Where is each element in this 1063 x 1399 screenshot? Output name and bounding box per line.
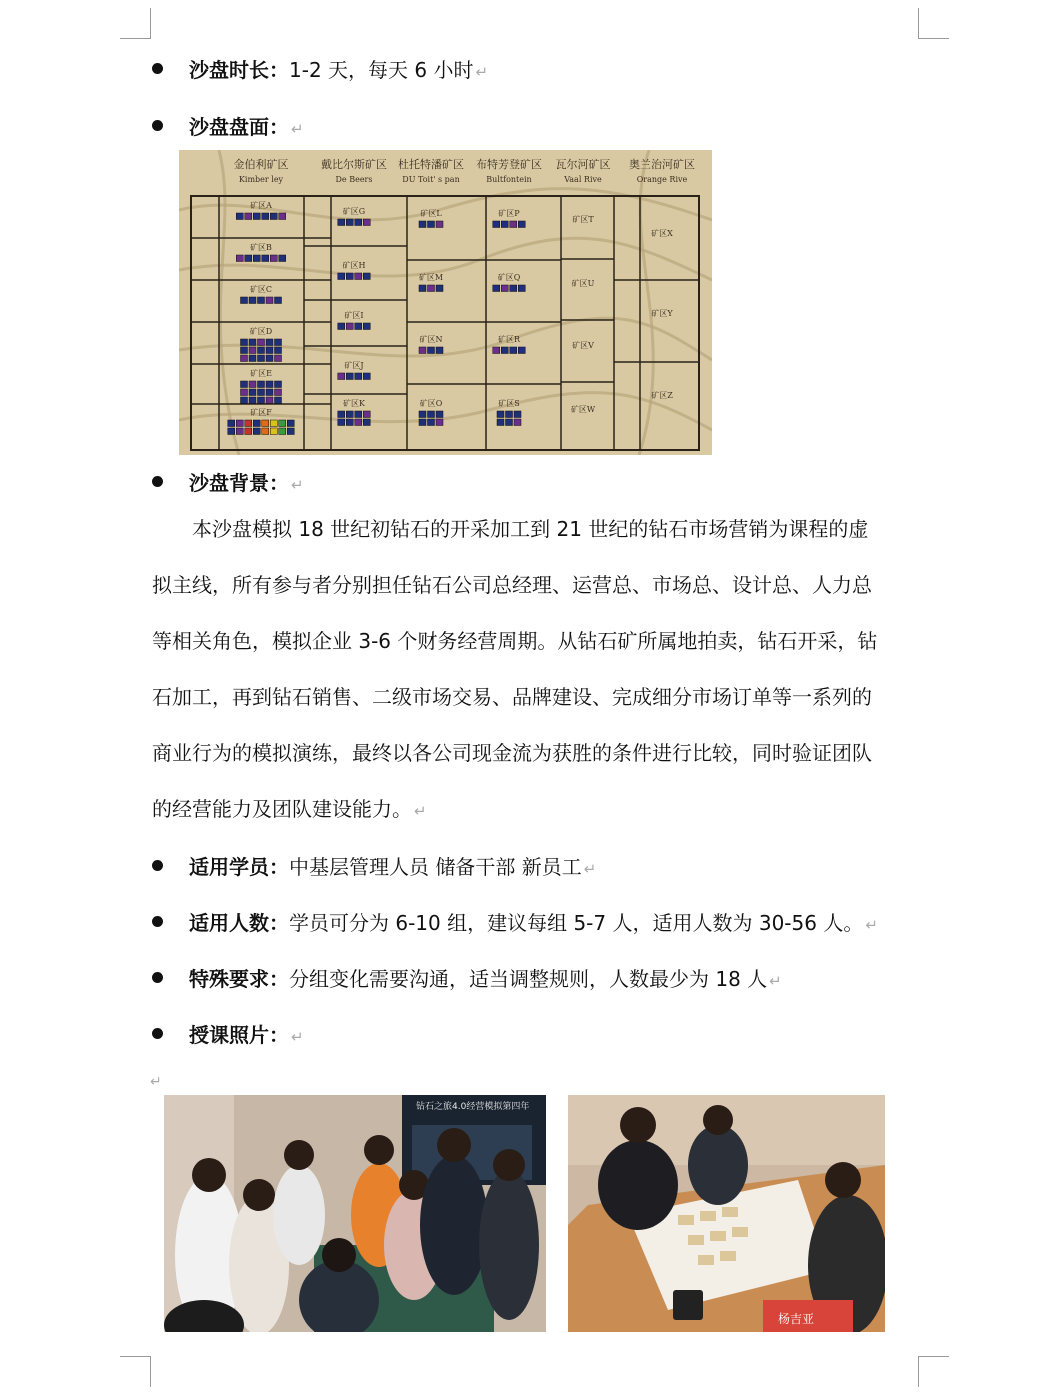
board-region-name: 金伯利矿区 [233, 158, 289, 171]
paragraph-mark: ↵ [475, 63, 489, 81]
board-mine-block [419, 411, 426, 418]
board-mine-block [428, 419, 435, 426]
board-region-name: 奥兰治河矿区 [629, 158, 695, 171]
board-mine-block [510, 285, 517, 292]
paragraph-line: 拟主线，所有参与者分别担任钻石公司总经理、运营总、市场总、设计总、人力总 [152, 573, 872, 597]
board-mine-block [346, 273, 353, 280]
paragraph-mark: ↵ [291, 1028, 304, 1046]
paragraph-line: 商业行为的模拟演练，最终以各公司现金流为获胜的条件进行比较，同时验证团队 [152, 741, 872, 765]
board-mine-block [270, 213, 277, 220]
bullet-dot [152, 120, 163, 131]
board-mine-block [346, 373, 353, 380]
bullet-label: 沙盘背景： [189, 471, 289, 495]
training-photo-group [164, 1095, 546, 1332]
board-mine-block [514, 411, 521, 418]
board-mine-block [493, 285, 500, 292]
board-region-english-name: Kimber ley [238, 175, 284, 184]
board-mine-block [346, 419, 353, 426]
board-mine-block [355, 411, 362, 418]
board-mine-block [518, 221, 525, 228]
bullet-dot [152, 972, 163, 983]
training-photo-group-drawing [164, 1095, 546, 1332]
board-mine-label: 矿区F [250, 408, 272, 417]
page-corner-mark-top-right [918, 8, 949, 39]
bullet-text: 1-2 天，每天 6 小时 [289, 58, 474, 82]
bullet-dot [152, 1028, 163, 1039]
page-corner-mark-bottom-right [918, 1356, 949, 1387]
bullet-photos [152, 1021, 304, 1051]
board-mine-block [436, 411, 443, 418]
board-mine-block [436, 221, 443, 228]
board-mine-label: 矿区Z [651, 391, 673, 400]
board-mine-label: 矿区O [419, 399, 443, 408]
board-mine-block [245, 213, 252, 220]
board-mine-label: 矿区H [342, 261, 366, 270]
board-mine-label: 矿区P [498, 209, 520, 218]
board-mine-block [249, 381, 256, 388]
board-mine-block [241, 381, 248, 388]
paragraph-line: 等相关角色，模拟企业 3-6 个财务经营周期。从钻石矿所属地拍卖，钻石开采，钻 [152, 629, 878, 653]
board-mine-label: 矿区W [570, 405, 596, 414]
board-mine-block [228, 420, 235, 427]
board-region-name: 戴比尔斯矿区 [321, 158, 387, 171]
board-mine-block [279, 213, 286, 220]
board-mine-label: 矿区X [651, 229, 673, 238]
bullet-label: 授课照片： [189, 1023, 289, 1047]
bullet-label: 沙盘盘面： [189, 115, 289, 139]
paragraph-line-text: 的经营能力及团队建设能力。 [152, 797, 412, 821]
board-mine-label: 矿区Y [651, 309, 673, 318]
board-mine-block [241, 389, 248, 396]
board-mine-label: 矿区J [344, 361, 364, 370]
board-mine-block [514, 419, 521, 426]
board-mine-block [245, 428, 252, 435]
board-mine-block [266, 355, 273, 362]
paragraph-line: 石加工，再到钻石销售、二级市场交易、品牌建设、完成细分市场订单等一系列的 [152, 685, 872, 709]
board-mine-block [258, 397, 265, 404]
board-mine-block [338, 273, 345, 280]
board-mine-block [419, 221, 426, 228]
page-corner-mark-top-left [120, 8, 151, 39]
board-mine-block [279, 420, 286, 427]
board-mine-block [249, 397, 256, 404]
board-mine-block [338, 219, 345, 226]
bullet-label: 特殊要求： [189, 967, 289, 991]
paragraph-line: 本沙盘模拟 18 世纪初钻石的开采加工到 21 世纪的钻石市场营销为课程的虚 [192, 517, 869, 541]
board-mine-block [245, 255, 252, 262]
board-mine-label: 矿区G [342, 207, 366, 216]
board-mine-block [493, 347, 500, 354]
board-mine-block [266, 339, 273, 346]
board-mine-block [436, 285, 443, 292]
board-mine-block [270, 428, 277, 435]
board-mine-label: 矿区S [498, 399, 520, 408]
paragraph-mark: ↵ [583, 860, 597, 878]
board-mine-label: 矿区D [249, 327, 273, 336]
paragraph-mark: ↵ [291, 476, 304, 494]
board-mine-block [275, 297, 282, 304]
board-mine-block [236, 255, 243, 262]
board-mine-label: 矿区E [250, 369, 272, 378]
board-mine-block [258, 355, 265, 362]
board-mine-block [262, 213, 269, 220]
paragraph-mark: ↵ [865, 916, 878, 934]
board-mine-block [355, 323, 362, 330]
paragraph-mark: ↵ [414, 802, 427, 820]
board-mine-block [493, 221, 500, 228]
board-region-english-name: Orange Rive [636, 175, 688, 184]
bullet-text: 中基层管理人员 储备干部 新员工 [289, 855, 582, 879]
board-mine-block [275, 355, 282, 362]
board-mine-block [419, 419, 426, 426]
board-mine-block [287, 428, 294, 435]
board-mine-block [236, 420, 243, 427]
board-region-english-name: De Beers [335, 175, 373, 184]
paragraph-mark: ↵ [291, 120, 304, 138]
board-mine-block [249, 347, 256, 354]
board-mine-block [355, 273, 362, 280]
board-mine-label: 矿区N [419, 335, 443, 344]
training-photo-table-drawing [568, 1095, 885, 1332]
board-mine-block [510, 347, 517, 354]
bullet-label: 适用学员： [189, 855, 289, 879]
board-mine-label: 矿区M [418, 273, 444, 282]
training-photo-table [568, 1095, 885, 1332]
board-mine-label: 矿区R [497, 335, 521, 344]
board-mine-block [355, 373, 362, 380]
board-mine-block [258, 339, 265, 346]
board-mine-block [258, 297, 265, 304]
sand-table-board-image [179, 150, 712, 455]
board-region-name: 杜托特潘矿区 [398, 158, 464, 171]
board-mine-block [262, 428, 269, 435]
board-mine-label: 矿区C [249, 285, 273, 294]
board-mine-label: 矿区A [250, 201, 272, 210]
board-mine-block [497, 411, 504, 418]
board-region-english-name: DU Toit' s pan [402, 175, 460, 184]
bullet-trainees [152, 853, 596, 883]
board-mine-block [249, 339, 256, 346]
board-mine-block [506, 411, 513, 418]
board-mine-block [262, 255, 269, 262]
board-mine-block [275, 347, 282, 354]
board-mine-block [338, 411, 345, 418]
board-mine-label: 矿区B [250, 243, 272, 252]
name-badge-text: 杨吉亚 [778, 1312, 815, 1326]
board-mine-block [270, 420, 277, 427]
board-mine-block [262, 420, 269, 427]
board-mine-block [355, 219, 362, 226]
board-region-english-name: Vaal Rive [564, 175, 602, 184]
board-mine-block [249, 389, 256, 396]
board-mine-block [241, 297, 248, 304]
board-mine-block [338, 373, 345, 380]
bullet-dot [152, 63, 163, 74]
paragraph-mark: ↵ [769, 972, 782, 990]
board-mine-block [518, 347, 525, 354]
bullet-dot [152, 916, 163, 927]
bullet-special-requirements [152, 965, 782, 995]
board-mine-block [287, 420, 294, 427]
board-mine-block [275, 381, 282, 388]
board-mine-block [363, 419, 370, 426]
bullet-headcount [152, 909, 878, 939]
board-mine-block [428, 285, 435, 292]
board-mine-block [436, 347, 443, 354]
bullet-dot [152, 476, 163, 487]
board-mine-block [236, 213, 243, 220]
board-mine-block [363, 411, 370, 418]
board-mine-block [338, 323, 345, 330]
board-mine-block [236, 428, 243, 435]
board-mine-block [241, 355, 248, 362]
board-region-name: 布特芳登矿区 [476, 158, 542, 171]
board-mine-block [419, 285, 426, 292]
board-mine-block [279, 255, 286, 262]
board-mine-block [501, 221, 508, 228]
board-mine-label: 矿区V [572, 341, 594, 350]
board-mine-block [241, 347, 248, 354]
board-mine-block [258, 389, 265, 396]
bullet-background [152, 469, 304, 499]
board-mine-block [249, 355, 256, 362]
board-mine-block [228, 428, 235, 435]
board-mine-block [363, 373, 370, 380]
board-mine-block [275, 389, 282, 396]
bullet-label: 适用人数： [189, 911, 289, 935]
board-mine-block [249, 297, 256, 304]
board-mine-label: 矿区U [571, 279, 595, 288]
board-mine-label: 矿区K [343, 399, 365, 408]
board-mine-block [266, 389, 273, 396]
board-mine-block [253, 213, 260, 220]
board-mine-block [363, 323, 370, 330]
board-mine-label: 矿区T [572, 215, 594, 224]
board-mine-block [253, 428, 260, 435]
board-mine-block [436, 419, 443, 426]
board-mine-block [428, 221, 435, 228]
board-mine-block [266, 347, 273, 354]
board-mine-block [241, 397, 248, 404]
board-mine-block [346, 219, 353, 226]
board-mine-block [501, 285, 508, 292]
board-mine-block [510, 221, 517, 228]
bullet-text: 分组变化需要沟通，适当调整规则，人数最少为 18 人 [289, 967, 768, 991]
board-mine-block [266, 397, 273, 404]
board-mine-block [363, 219, 370, 226]
board-mine-block [253, 255, 260, 262]
board-mine-block [275, 397, 282, 404]
empty-paragraph-mark: ↵ [150, 1074, 162, 1090]
board-mine-label: 矿区Q [497, 273, 521, 282]
board-mine-block [346, 411, 353, 418]
board-mine-block [266, 297, 273, 304]
board-mine-block [506, 419, 513, 426]
board-mine-block [253, 420, 260, 427]
board-mine-block [363, 273, 370, 280]
board-mine-block [245, 420, 252, 427]
board-mine-block [419, 347, 426, 354]
board-mine-block [501, 347, 508, 354]
board-mine-block [241, 339, 248, 346]
board-mine-block [258, 381, 265, 388]
board-mine-block [355, 419, 362, 426]
board-mine-block [270, 255, 277, 262]
board-mine-block [497, 419, 504, 426]
board-mine-block [258, 347, 265, 354]
board-mine-block [338, 419, 345, 426]
bullet-board [152, 113, 304, 143]
board-region-english-name: Bultfontein [486, 175, 532, 184]
board-mine-block [266, 381, 273, 388]
screen-text: 钻石之旅4.0经营模拟第四年 [416, 1102, 530, 1112]
bullet-duration [152, 56, 488, 86]
board-mine-block [428, 411, 435, 418]
board-mine-block [275, 339, 282, 346]
bullet-dot [152, 860, 163, 871]
page-corner-mark-bottom-left [120, 1356, 151, 1387]
board-mine-label: 矿区I [344, 311, 364, 320]
paragraph-line-last [152, 795, 427, 825]
bullet-text: 学员可分为 6-10 组，建议每组 5-7 人，适用人数为 30-56 人。 [289, 911, 864, 935]
board-mine-block [518, 285, 525, 292]
board-mine-block [279, 428, 286, 435]
board-mine-label: 矿区L [420, 209, 442, 218]
board-mine-block [428, 347, 435, 354]
bullet-label: 沙盘时长： [189, 58, 289, 82]
board-region-name: 瓦尔河矿区 [555, 158, 611, 171]
board-mine-block [346, 323, 353, 330]
